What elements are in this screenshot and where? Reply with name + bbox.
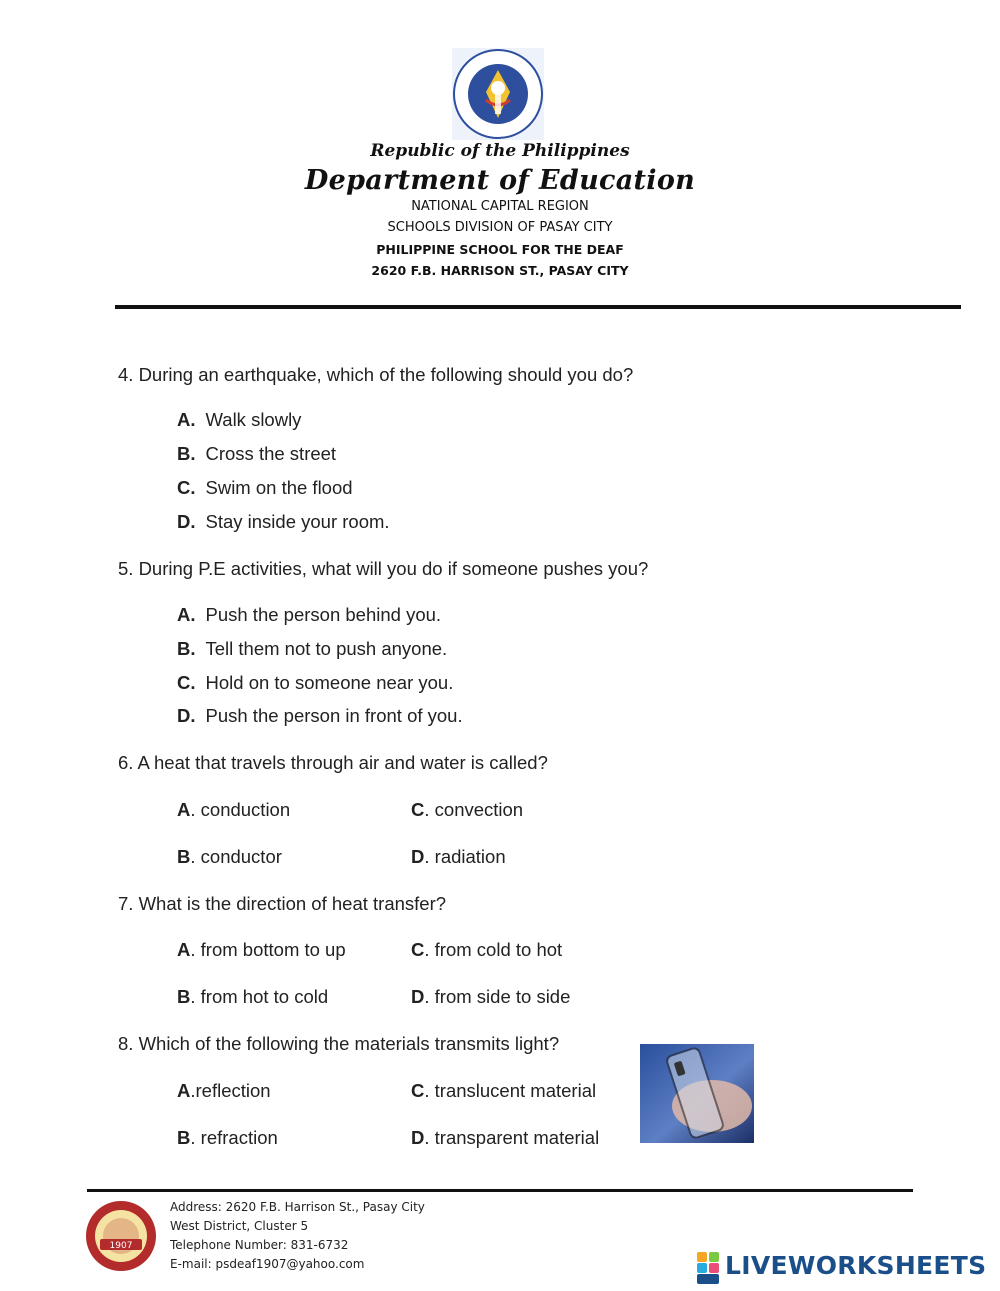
q4-option-a[interactable]: A. Walk slowly [177, 409, 302, 430]
footer-address: Address: 2620 F.B. Harrison St., Pasay City [170, 1200, 425, 1214]
q4-option-d[interactable]: D. Stay inside your room. [177, 511, 390, 532]
q8-option-c[interactable]: C. translucent material [411, 1080, 597, 1101]
school-address: 2620 F.B. HARRISON ST., PASAY CITY [371, 263, 629, 278]
q7-option-d[interactable]: D. from side to side [411, 986, 571, 1007]
footer-divider [87, 1189, 913, 1192]
q7-option-b[interactable]: B. from hot to cold [177, 986, 329, 1007]
republic-heading: Republic of the Philippines [370, 141, 630, 161]
q4-option-c[interactable]: C. Swim on the flood [177, 477, 353, 498]
deped-seal-logo [452, 48, 544, 140]
footer-district: West District, Cluster 5 [170, 1219, 309, 1233]
question-4: 4. During an earthquake, which of the following should you do? [118, 364, 634, 385]
q5-option-b[interactable]: B. Tell them not to push anyone. [177, 638, 448, 659]
q6-option-b[interactable]: B. conductor [177, 846, 282, 867]
region-line: NATIONAL CAPITAL REGION [411, 199, 589, 214]
school-seal-logo [84, 1199, 158, 1273]
q6-option-d[interactable]: D. radiation [411, 846, 506, 867]
q5-option-c[interactable]: C. Hold on to someone near you. [177, 672, 454, 693]
liveworksheets-logo-icon [697, 1252, 721, 1284]
q5-option-d[interactable]: D. Push the person in front of you. [177, 705, 463, 726]
header-divider [115, 305, 961, 309]
footer-email[interactable]: E-mail: psdeaf1907@yahoo.com [170, 1257, 365, 1271]
q6-option-a[interactable]: A. conduction [177, 799, 291, 820]
q6-option-c[interactable]: C. convection [411, 799, 524, 820]
liveworksheets-brand[interactable]: LIVEWORKSHEETS [725, 1251, 987, 1280]
department-heading: Department of Education [304, 165, 696, 196]
division-line: SCHOOLS DIVISION OF PASAY CITY [387, 220, 613, 235]
q7-option-c[interactable]: C. from cold to hot [411, 939, 563, 960]
question-6: 6. A heat that travels through air and water is called? [118, 752, 548, 773]
q7-option-a[interactable]: A. from bottom to up [177, 939, 346, 960]
school-name: PHILIPPINE SCHOOL FOR THE DEAF [376, 242, 624, 257]
q8-option-a[interactable]: A.reflection [177, 1080, 271, 1101]
q8-option-d[interactable]: D. transparent material [411, 1127, 600, 1148]
q8-option-b[interactable]: B. refraction [177, 1127, 278, 1148]
question-8: 8. Which of the following the materials transmits light? [118, 1033, 560, 1054]
footer-phone: Telephone Number: 831-6732 [170, 1238, 349, 1252]
question-7: 7. What is the direction of heat transfer? [118, 893, 447, 914]
school-seal-year: 1907 [109, 1241, 133, 1251]
q4-option-b[interactable]: B. Cross the street [177, 443, 337, 464]
q5-option-a[interactable]: A. Push the person behind you. [177, 604, 442, 625]
question-5: 5. During P.E activities, what will you do if someone pushes you? [118, 558, 649, 579]
phone-case-image [640, 1044, 754, 1143]
